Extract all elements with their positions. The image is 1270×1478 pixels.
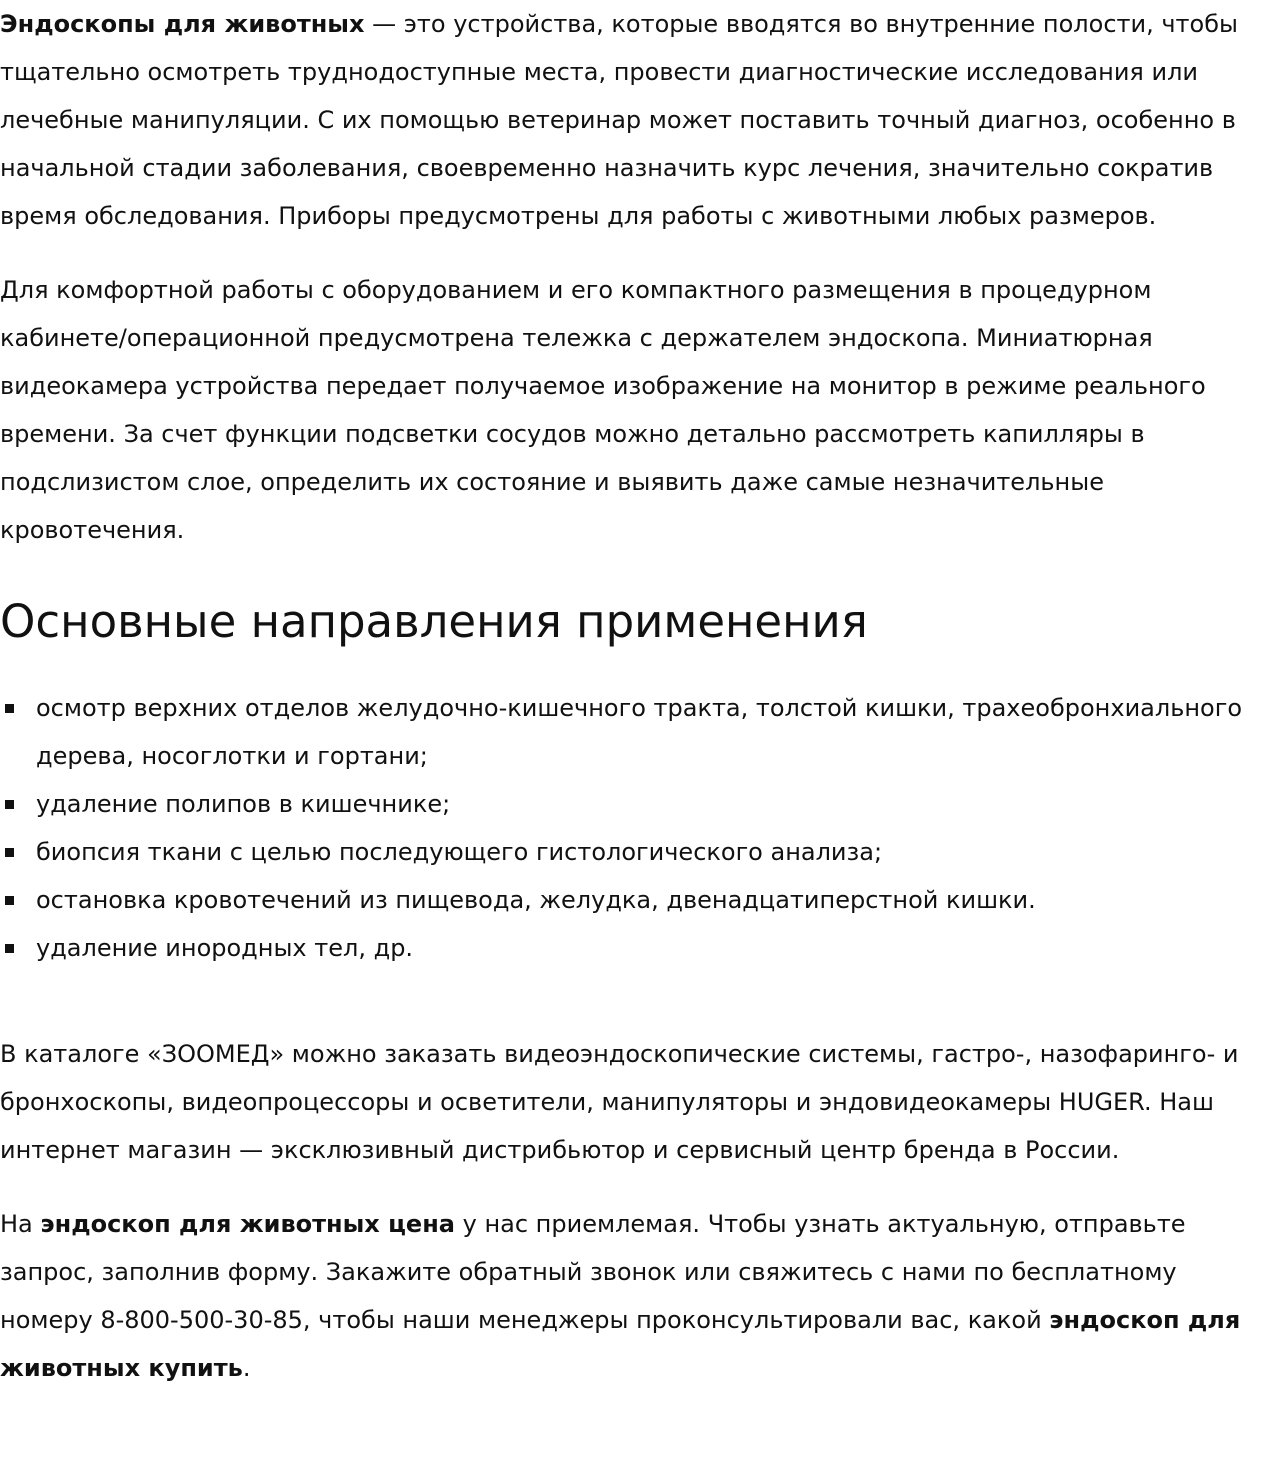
square-bullet-icon bbox=[5, 704, 14, 713]
list-item bbox=[0, 876, 1270, 924]
applications-list bbox=[0, 684, 1270, 972]
price-paragraph bbox=[0, 1200, 1270, 1392]
square-bullet-icon bbox=[5, 848, 14, 857]
square-bullet-icon bbox=[5, 896, 14, 905]
price-lead: На bbox=[0, 1210, 41, 1238]
square-bullet-icon bbox=[5, 944, 14, 953]
list-item bbox=[0, 684, 1270, 780]
intro-bold-lead: Эндоскопы для животных bbox=[0, 10, 365, 38]
list-item bbox=[0, 780, 1270, 828]
section-heading: Основные направления применения bbox=[0, 595, 868, 648]
equipment-paragraph: Для комфортной работы с оборудованием и его компактного размещения в процедурном кабинете/операционной предусмотрена тележка с держателем эндоскопа. Миниатюрная видеокамера устройства передает получаемое изображение на монитор в режиме реального времени. За счет функции подсветки сосудов можно детально рассмотреть капилляры в подслизистом слое, определить их состояние и выявить даже самые незначительные кровотечения. bbox=[0, 276, 1206, 544]
list-item-text: остановка кровотечений из пищевода, желудка, двенадцатиперстной кишки. bbox=[36, 886, 1036, 914]
intro-text: — это устройства, которые вводятся во внутренние полости, чтобы тщательно осмотреть труднодоступные места, провести диагностические исследования или лечебные манипуляции. С их помощью ветеринар может поставить точный диагноз, особенно в начальной стадии заболевания, своевременно назначить курс лечения, значительно сократив время обследования. Приборы предусмотрены для работы с животными любых размеров. bbox=[0, 10, 1238, 230]
list-item-text: удаление инородных тел, др. bbox=[36, 934, 414, 962]
list-item bbox=[0, 924, 1270, 972]
catalog-paragraph: В каталоге «ЗООМЕД» можно заказать видеоэндоскопические системы, гастро-, назофаринго- и бронхоскопы, видеопроцессоры и осветители, манипуляторы и эндовидеокамеры HUGER. Наш интернет магазин — эксклюзивный дистрибьютор и сервисный центр бренда в России. bbox=[0, 1040, 1239, 1164]
list-item-text: осмотр верхних отделов желудочно-кишечного тракта, толстой кишки, трахеобронхиального дерева, носоглотки и гортани; bbox=[36, 694, 1243, 770]
buy-bold-keyword: эндоскоп для животных купить bbox=[0, 1306, 1241, 1382]
intro-paragraph bbox=[0, 0, 1270, 240]
price-bold-keyword: эндоскоп для животных цена bbox=[40, 1210, 455, 1238]
price-end: . bbox=[242, 1354, 251, 1382]
square-bullet-icon bbox=[5, 800, 14, 809]
price-middle: у нас приемлемая. Чтобы узнать актуальную, отправьте запрос, заполнив форму. Закажите обратный звонок или свяжитесь с нами по бесплатному номеру 8-800-500-30-85, чтобы наши менеджеры проконсультировали вас, какой bbox=[0, 1210, 1186, 1334]
list-item bbox=[0, 828, 1270, 876]
list-item-text: удаление полипов в кишечнике; bbox=[36, 790, 451, 818]
list-item-text: биопсия ткани с целью последующего гистологического анализа; bbox=[36, 838, 883, 866]
